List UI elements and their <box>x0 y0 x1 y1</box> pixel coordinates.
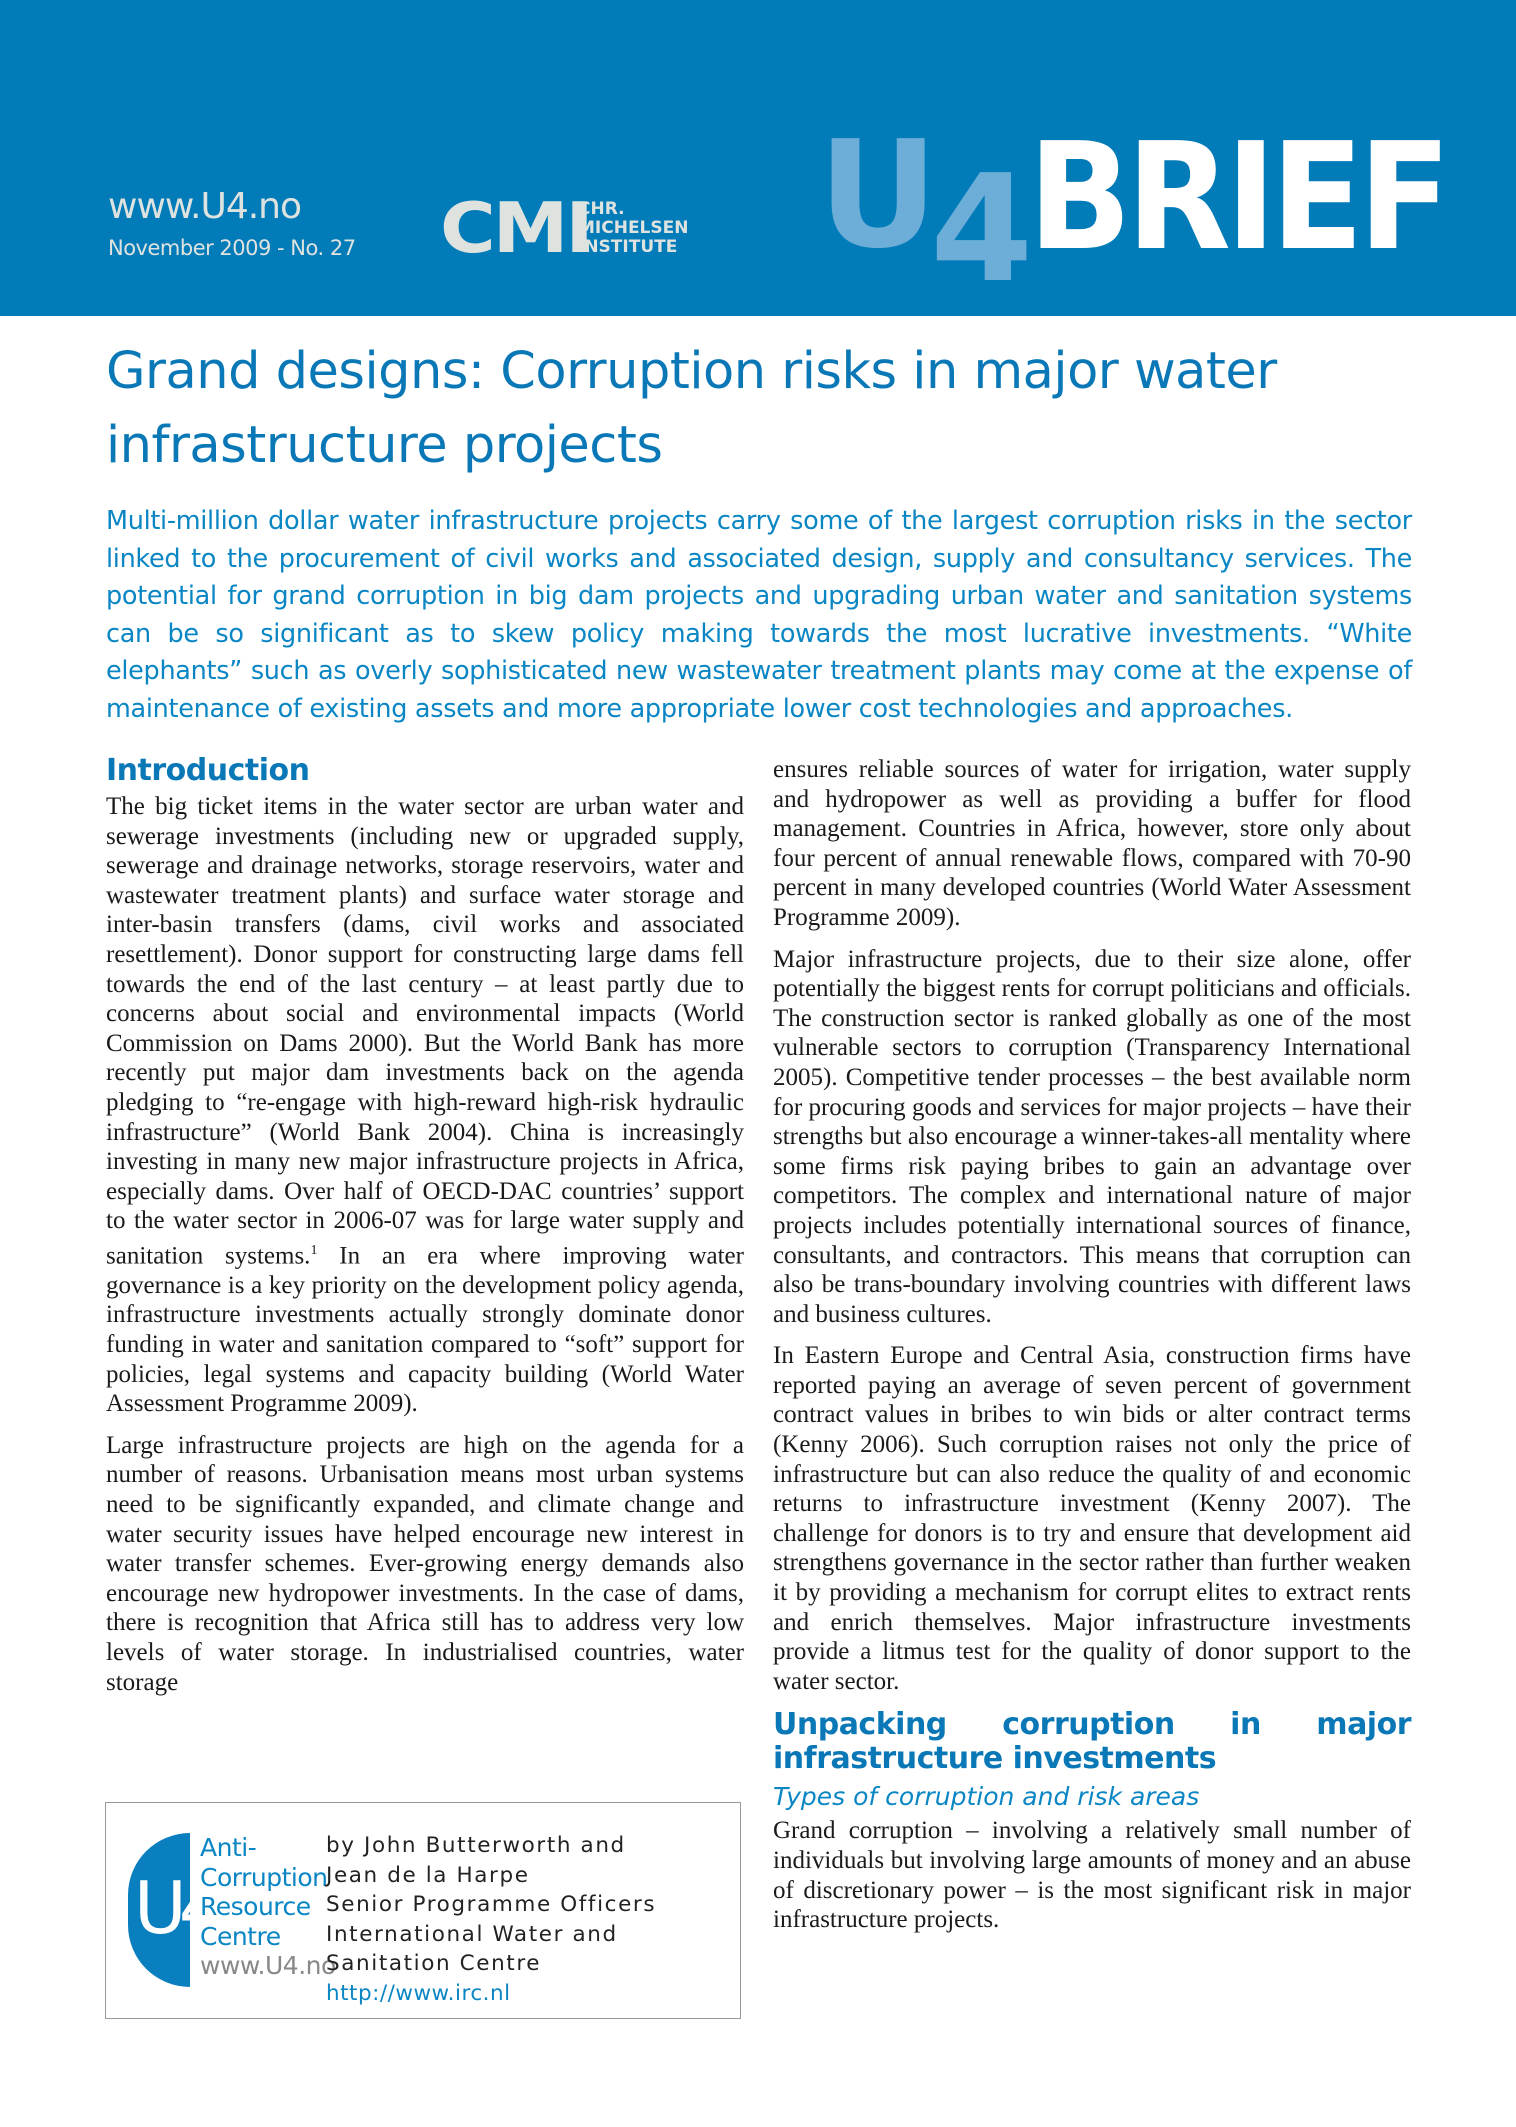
u4-letter: U <box>818 109 935 281</box>
paragraph: Large infrastructure projects are high on the agenda for a number of reasons. Urbanisation means most urban systems need to be significantly expanded, and climate change and water security issues have helped encourage new interest in water transfer schemes. Ever-growing energy demands also encourage new hydropower investments. In the case of dams, there is recognition that Africa still has to address very low levels of water storage. In industrialised countries, water storage <box>106 1431 744 1696</box>
author-info <box>326 1831 656 2008</box>
footnote-ref[interactable]: 1 <box>310 1242 318 1258</box>
logo-text <box>200 1833 336 1981</box>
paragraph: ensures reliable sources of water for irrigation, water supply and hydropower as well as providing a buffer for flood management. Countries in Africa, however, store only about four percent of annual renewable flows, compared with 70-90 percent in many developed countries (World Water Assessment Programme 2009). <box>773 756 1411 931</box>
author-line: Senior Programme Officers <box>326 1892 657 1917</box>
site-url[interactable]: www.U4.no <box>108 186 302 227</box>
right-column <box>773 755 1411 1947</box>
section-heading-unpacking: Unpacking corruption in major infrastructure investments <box>773 1707 1411 1777</box>
u4-digit: 4 <box>930 143 1030 315</box>
page-title: Grand designs: Corruption risks in major water infrastructure projects <box>106 342 1277 475</box>
logo-line: Corruption <box>200 1862 328 1892</box>
author-line: by John Butterworth and <box>326 1833 626 1858</box>
lead-paragraph: Multi-million dollar water infrastructure projects carry some of the largest corruption risks in the sector linked to the procurement of civil works and associated design, supply and consultancy services. The potential for grand corruption in big dam projects and upgrading urban water and sanitation systems can be so significant as to skew policy making towards the most lucrative investments. “White elephants” such as overly sophisticated new wastewater treatment plants may come at the expense of maintenance of existing assets and more appropriate lower cost technologies and approaches. <box>106 506 1412 724</box>
brief-title: BRIEF <box>1028 111 1446 283</box>
left-column <box>106 754 744 1709</box>
paragraph: Major infrastructure projects, due to their size alone, offer potentially the biggest rents for corrupt politicians and officials. The construction sector is ranked globally as one of the most vulnerable sectors to corruption (Transparency International 2005). Competitive tender processes – the best available norm for procuring goods and services for major projects – have their strengths but also encourage a winner-takes-all mentality where some firms risk paying bribes to gain an advantage over competitors. The complex and international nature of major projects includes potentially international sources of finance, consultants, and contractors. This means that corruption can also be trans-boundary involving countries with different laws and business cultures. <box>773 945 1411 1328</box>
author-box <box>105 1802 741 2019</box>
text: The big ticket items in the water sector are urban water and sewerage investments (including new or upgraded supply, sewerage and drainage networks, storage reservoirs, water and wastewater treatment plants) and surface water storage and inter-basin transfers (dams, civil works and associated resettlement). Donor support for constructing large dams fell towards the end of the last century – at least partly due to concerns about social and environmental impacts (World Commission on Dams 2000). But the World Bank has more recently put major dam investments back on the agenda pledging to “re-engage with high-reward high-risk hydraulic infrastructure” (World Bank 2004). China is increasingly investing in many new major infrastructure projects in Africa, especially dams. Over half of OECD-DAC countries’ support to the water sector in 2006-07 was for large water supply and sanitation systems. <box>106 793 744 1270</box>
author-line: Sanitation Centre <box>326 1951 542 1976</box>
section-heading-introduction: Introduction <box>106 753 310 788</box>
cmi-name-line: CHR. <box>578 199 625 219</box>
logo-line: Anti- <box>200 1833 257 1862</box>
subheading: Types of corruption and risk areas <box>773 1782 1200 1812</box>
header-banner <box>0 0 1516 316</box>
logo-url[interactable]: www.U4.no <box>200 1951 336 1980</box>
u4-circle-logo <box>128 1833 217 1987</box>
logo-mark: U4 <box>134 1866 217 1950</box>
text: In an era where improving water governance is a key priority on the development policy agenda, infrastructure investments actually strongly dominate donor funding in water and sanitation compared to “soft” support for policies, legal systems and capacity building (World Water Assessment Programme 2009). <box>106 1242 744 1418</box>
cmi-logo: CMI <box>440 186 591 269</box>
cmi-name-line: MICHELSEN <box>578 218 689 238</box>
cmi-name-line: INSTITUTE <box>578 237 678 257</box>
paragraph: Grand corruption – involving a relatively small number of individuals but involving large amounts of money and an abuse of discretionary power – is the most significant risk in major infrastructure projects. <box>773 1817 1411 1934</box>
logo-line: Centre <box>200 1921 281 1951</box>
cmi-name <box>578 200 688 257</box>
u4-logo <box>818 109 1030 315</box>
irc-link[interactable]: http://www.irc.nl <box>326 1980 511 2006</box>
paragraph: In Eastern Europe and Central Asia, construction firms have reported paying an average of seven percent of government contract values in bribes to win bids or alter contract terms (Kenny 2006). Such corruption raises not only the price of infrastructure but can also reduce the quality of and economic returns to infrastructure investment (Kenny 2007). The challenge for donors is to try and ensure that development aid strengthens governance in the sector rather than further weaken it by providing a mechanism for corrupt elites to extract rents and enrich themselves. Major infrastructure investments provide a litmus test for the quality of donor support to the water sector. <box>773 1342 1411 1695</box>
author-line: Jean de la Harpe <box>326 1862 530 1888</box>
issue-date: November 2009 - No. 27 <box>108 236 356 260</box>
paragraph <box>106 792 744 1419</box>
logo-line: Resource <box>200 1892 311 1921</box>
author-line: International Water and <box>326 1921 618 1947</box>
